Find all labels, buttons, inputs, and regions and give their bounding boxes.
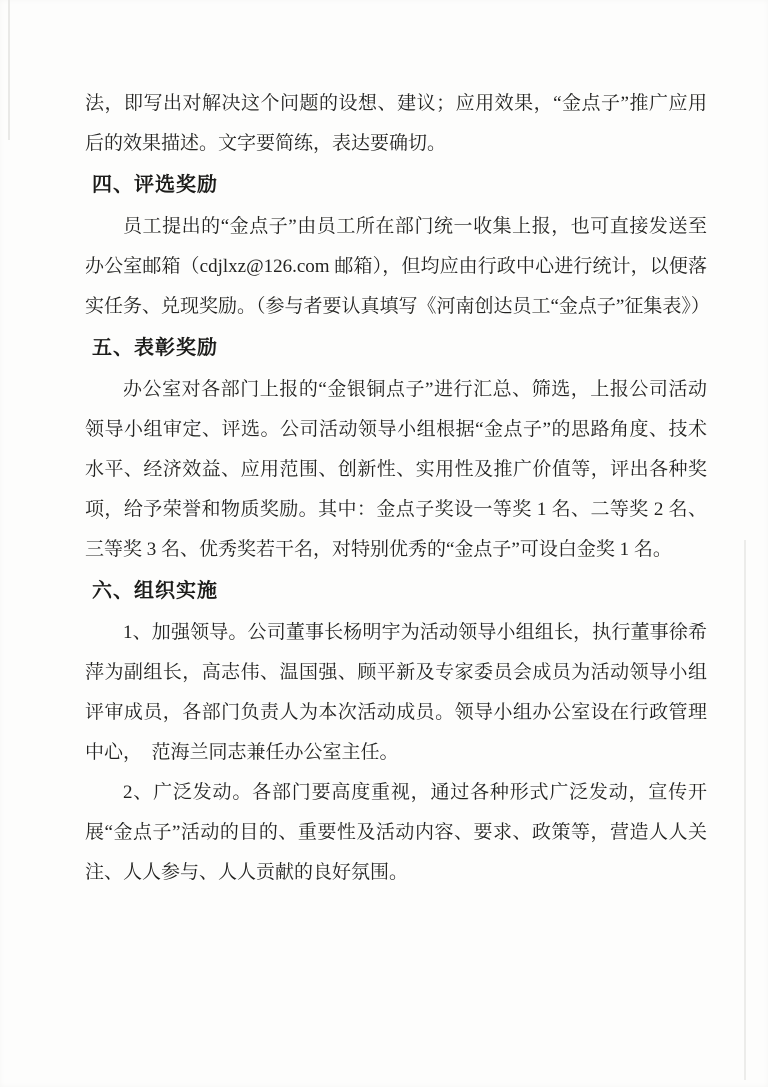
paragraph-continuation-method-description: 法，即写出对解决这个问题的设想、建议；应用效果，“金点子”推广应用后的效果描述。文字要简练，表达要确切。 bbox=[85, 93, 707, 154]
document-content bbox=[85, 84, 710, 893]
section-heading-commendation-rewards: 五、表彰奖励 bbox=[92, 337, 218, 359]
section-heading-organization-implementation: 六、组织实施 bbox=[92, 580, 218, 602]
paragraph-idea-submission: 员工提出的“金点子”由员工所在部门统一收集上报，也可直接发送至办公室邮箱（cdjlxz@126.com 邮箱），但均应由行政中心进行统计，以便落实任务、兑现奖励。（参与者要认真填写《河南创达员工“金点子”征集表》） bbox=[85, 216, 710, 317]
paragraph-strengthen-leadership: 1、加强领导。公司董事长杨明宇为活动领导小组组长，执行董事徐希萍为副组长，高志伟、温国强、顾平新及专家委员会成员为活动领导小组评审成员，各部门负责人为本次活动成员。领导小组办公室设在行政管理中心， 范海兰同志兼任办公室主任。 bbox=[85, 622, 707, 763]
paragraph-broad-mobilization: 2、广泛发动。各部门要高度重视，通过各种形式广泛发动，宣传开展“金点子”活动的目的、重要性及活动内容、要求、政策等，营造人人关注、人人参与、人人贡献的良好氛围。 bbox=[85, 782, 707, 883]
paragraph-award-selection: 办公室对各部门上报的“金银铜点子”进行汇总、筛选，上报公司活动领导小组审定、评选。公司活动领导小组根据“金点子”的思路角度、技术水平、经济效益、应用范围、创新性、实用性及推广价值等，评出各种奖项，给予荣誉和物质奖励。其中：金点子奖设一等奖 1 名、二等奖 2 名、三等奖 3 名、优秀奖若干名，对特别优秀的“金点子”可设白金奖 1 名。 bbox=[85, 379, 707, 560]
scan-edge-artifact-left bbox=[8, 0, 10, 140]
scan-edge-artifact-right bbox=[744, 540, 746, 1080]
section-heading-evaluation-rewards: 四、评选奖励 bbox=[92, 174, 218, 196]
